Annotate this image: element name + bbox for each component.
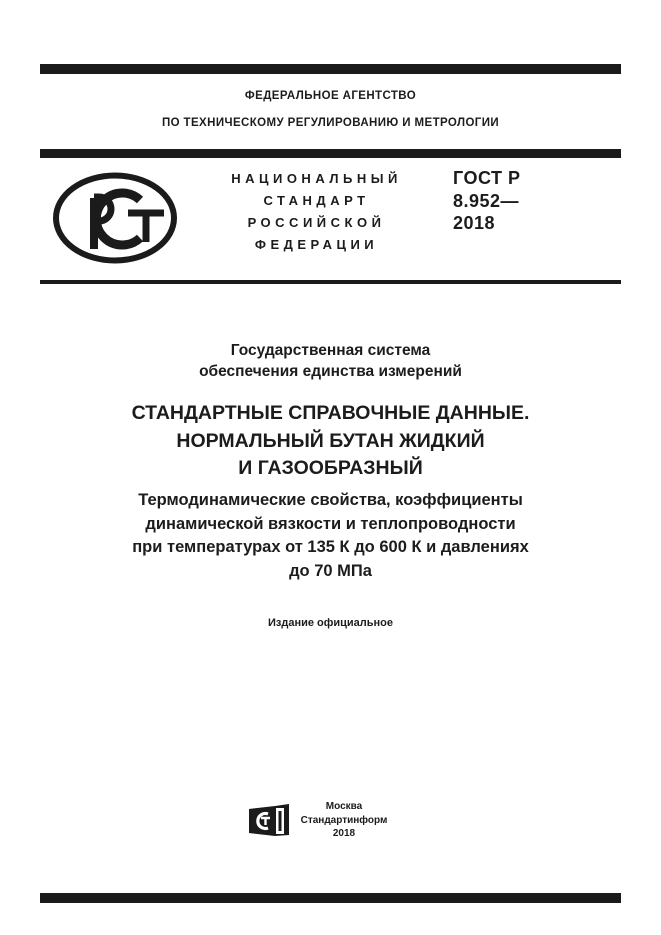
measurement-system-heading <box>40 340 621 382</box>
imprint-city: Москва <box>325 801 363 812</box>
designation-line: ГОСТ Р <box>453 168 521 188</box>
std-name-line: НАЦИОНАЛЬНЫЙ <box>231 171 402 186</box>
title-line: И ГАЗООБРАЗНЫЙ <box>238 457 423 479</box>
designation-line: 2018 <box>453 213 496 233</box>
banner-rule <box>40 280 621 284</box>
std-name-line: РОССИЙСКОЙ <box>247 215 386 230</box>
rst-certification-mark-icon <box>52 172 178 269</box>
subtitle-line: Термодинамические свойства, коэффициенты <box>138 491 523 509</box>
std-name-line: ФЕДЕРАЦИИ <box>254 237 379 252</box>
system-line: обеспечения единства измерений <box>199 363 462 380</box>
national-standard-label <box>180 168 453 256</box>
standartinform-logo-icon <box>248 804 290 843</box>
header-rule <box>40 149 621 158</box>
official-edition-label: Издание официальное <box>267 617 394 629</box>
standard-designation <box>453 167 621 235</box>
imprint-year: 2018 <box>332 828 356 839</box>
agency-line-2: ПО ТЕХНИЧЕСКОМУ РЕГУЛИРОВАНИЮ И МЕТРОЛОГИИ <box>161 117 500 129</box>
top-rule <box>40 64 621 74</box>
standard-subtitle <box>40 489 621 583</box>
subtitle-line: при температурах от 135 К до 600 К и давлениях <box>132 538 529 556</box>
standard-title <box>40 400 621 483</box>
federal-agency-header <box>40 83 621 137</box>
system-line: Государственная система <box>230 342 431 359</box>
imprint-publisher: Стандартинформ <box>300 814 388 826</box>
std-name-line: СТАНДАРТ <box>263 193 370 208</box>
subtitle-line: до 70 МПа <box>289 561 372 580</box>
designation-line: 8.952— <box>453 190 520 211</box>
agency-line-1: ФЕДЕРАЛЬНОЕ АГЕНТСТВО <box>244 90 417 102</box>
subtitle-line: динамической вязкости и теплопроводности <box>145 514 516 533</box>
title-line: НОРМАЛЬНЫЙ БУТАН ЖИДКИЙ <box>176 429 485 452</box>
title-line: СТАНДАРТНЫЕ СПРАВОЧНЫЕ ДАННЫЕ. <box>131 402 530 424</box>
imprint <box>288 800 400 841</box>
bottom-rule <box>40 893 621 903</box>
